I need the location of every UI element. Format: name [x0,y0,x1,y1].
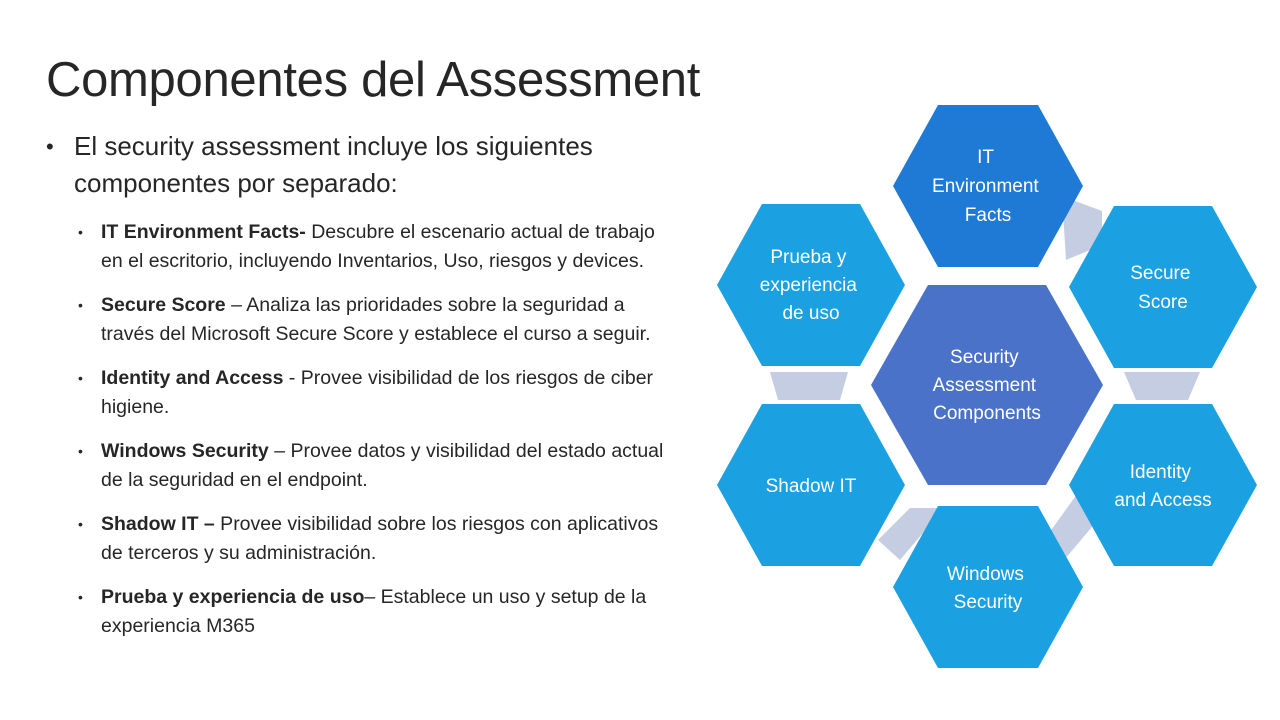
bullet-dot: • [78,297,83,313]
component-desc: – Analiza las prioridades sobre la seguridad a través del Microsoft Secure Score y establece el curso a seguir. [101,294,651,345]
bullet-dot: • [78,443,83,459]
bullet-dot: • [78,370,83,386]
component-desc: - Provee visibilidad de los riesgos de ciber higiene. [101,367,654,418]
hex-prueba [717,204,905,366]
slide-title: Componentes del Assessment [46,53,701,107]
connector-secure-identity [1124,372,1200,400]
component-label: IT Environment Facts- [101,221,306,243]
component-label: Shadow IT – [101,513,215,535]
component-label: Secure Score [101,294,226,316]
bullet-dot: • [46,134,54,159]
intro-text: El security assessment incluye los siguientes componentes por separado: [74,131,593,198]
hex-it-environment [893,105,1083,267]
hex-label: Security Assessment Components [932,347,1041,424]
component-label: Windows Security [101,440,269,462]
component-desc: Descubre el escenario actual de trabajo en el escritorio, incluyendo Inventarios, Uso, riesgos y devices. [101,221,655,272]
hex-label: Secure Score [1130,263,1191,313]
hex-label: Windows Security [946,564,1024,613]
hex-center [871,285,1103,485]
bullet-dot: • [78,224,83,240]
component-desc: Provee visibilidad sobre los riesgos con aplicativos de terceros y su administración. [101,513,659,564]
hex-label: Prueba y experiencia de uso [759,247,857,324]
component-label: Prueba y experiencia de uso [101,586,365,608]
component-desc: – Provee datos y visibilidad del estado actual de la seguridad en el endpoint. [101,440,664,491]
component-label: Identity and Access [101,367,284,389]
hex-label: Shadow IT [765,476,857,497]
hex-shadow-it [717,404,905,566]
hex-label: Identity and Access [1114,462,1212,511]
hex-label: IT Environment Facts [932,147,1039,226]
hex-shape [1069,404,1257,566]
connector-shadow-prueba [770,372,848,400]
bullet-dot: • [78,589,83,605]
component-desc: – Establece un uso y setup de la experiencia M365 [101,586,647,637]
bullet-dot: • [78,516,83,532]
hex-identity-access [1069,404,1257,566]
